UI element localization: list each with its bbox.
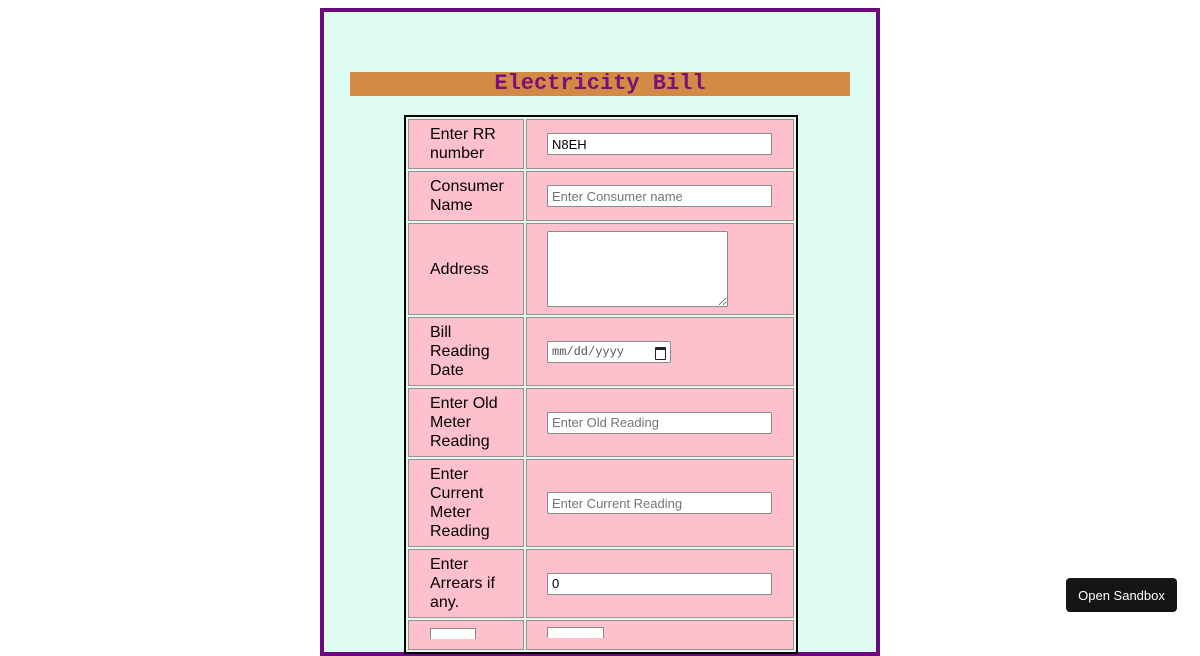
rr-number-label: Enter RR number (408, 119, 524, 169)
bill-date-input[interactable] (547, 341, 671, 363)
next-row-input-cell (526, 620, 794, 650)
current-reading-cell (526, 459, 794, 547)
current-reading-label: Enter Current Meter Reading (408, 459, 524, 547)
arrears-input[interactable] (547, 573, 772, 595)
rr-number-input[interactable] (547, 133, 772, 155)
table-row (408, 119, 794, 169)
table-row (408, 223, 794, 315)
table-row (408, 620, 794, 650)
address-textarea[interactable] (547, 231, 728, 307)
page-title: Electricity Bill (350, 72, 850, 96)
consumer-name-input[interactable] (547, 185, 772, 207)
bill-date-cell (526, 317, 794, 386)
bill-form-table (404, 115, 798, 654)
old-reading-cell (526, 388, 794, 457)
address-label: Address (408, 223, 524, 315)
table-row (408, 171, 794, 221)
calendar-icon[interactable] (655, 346, 666, 358)
bill-date-label: Bill Reading Date (408, 317, 524, 386)
rr-number-cell (526, 119, 794, 169)
old-reading-input[interactable] (547, 412, 772, 434)
arrears-label: Enter Arrears if any. (408, 549, 524, 618)
date-placeholder: mm/dd/yyyy (552, 344, 625, 359)
consumer-name-label: Consumer Name (408, 171, 524, 221)
table-row (408, 388, 794, 457)
bill-form-frame (320, 8, 880, 656)
consumer-name-cell (526, 171, 794, 221)
partial-button[interactable] (547, 627, 604, 638)
address-cell (526, 223, 794, 315)
table-row (408, 317, 794, 386)
old-reading-label: Enter Old Meter Reading (408, 388, 524, 457)
arrears-cell (526, 549, 794, 618)
table-row (408, 459, 794, 547)
current-reading-input[interactable] (547, 492, 772, 514)
open-sandbox-button[interactable]: Open Sandbox (1066, 578, 1177, 612)
next-row-label-cell (408, 620, 524, 650)
table-row (408, 549, 794, 618)
